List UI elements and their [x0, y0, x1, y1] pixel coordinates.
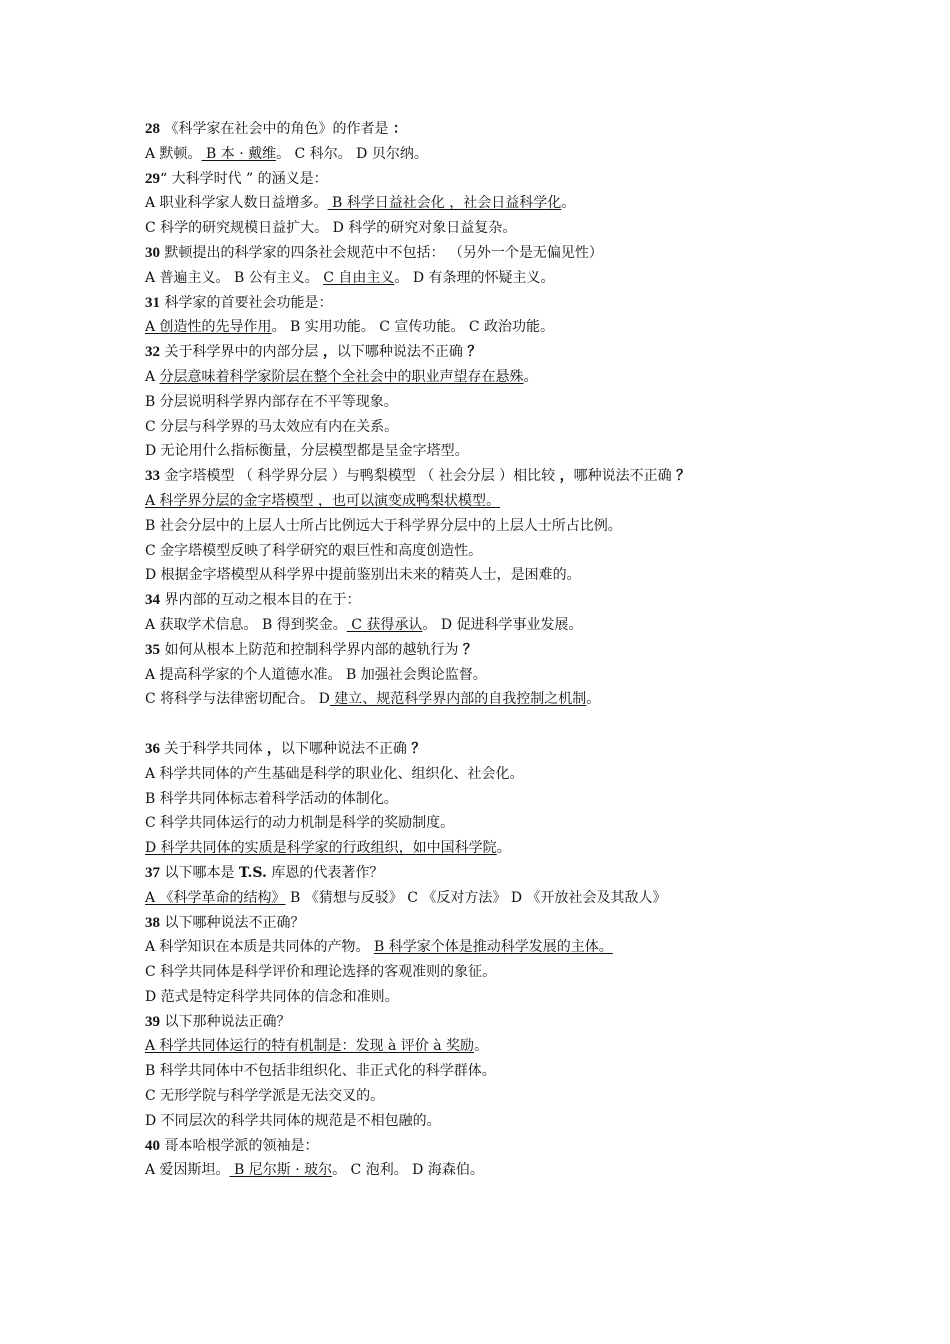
- question-32-option-d: [145, 439, 805, 464]
- question-punct: ，: [266, 740, 281, 757]
- question-punct: ：: [392, 121, 407, 137]
- question-29-options-1: [145, 191, 805, 216]
- question-text: 以下哪种说法不正确: [280, 740, 412, 757]
- correct-answer: C 获得承认: [346, 616, 423, 633]
- correct-answer: A 创造性的先导作用: [145, 319, 272, 336]
- correct-answer: 分层意味着科学家阶层在整个全社会中的职业声望存在悬殊: [159, 368, 524, 385]
- question-36-stem: [145, 737, 805, 762]
- option-text: C 科学共同体是科学评价和理论选择的客观准则的象征。: [145, 964, 497, 981]
- question-number: 40: [145, 1137, 160, 1154]
- question-punct: ？: [462, 641, 477, 658]
- option-text: 。: [496, 840, 511, 857]
- question-text: 以下哪种说法不正确？: [160, 914, 305, 931]
- option-text: 。 D 促进科学事业发展。: [422, 616, 583, 633]
- option-text: 。: [586, 691, 601, 708]
- question-number: 28: [145, 121, 160, 137]
- question-39-option-d: [145, 1109, 805, 1134]
- question-40-options: [145, 1158, 805, 1183]
- option-text: C 无形学院与科学学派是无法交叉的。: [145, 1088, 385, 1105]
- question-text: 以下哪种说法不正确: [336, 344, 468, 361]
- option-text: A 提高科学家的个人道德水准。 B 加强社会舆论监督。: [145, 666, 487, 683]
- question-punct: ，: [559, 468, 574, 485]
- question-39-option-c: [145, 1084, 805, 1109]
- question-number: 37: [145, 864, 160, 881]
- option-label: A: [145, 368, 160, 385]
- option-text: B 科学共同体中不包括非组织化、非正式化的科学群体。: [145, 1063, 496, 1080]
- option-text: A 科学共同体的产生基础是科学的职业化、组织化、社会化。: [145, 765, 524, 782]
- question-text: 金字塔模型 （ 科学界分层 ）与鸭梨模型 （ 社会分层 ）相比较: [160, 468, 560, 485]
- question-number: 35: [145, 641, 160, 658]
- question-32-stem: [145, 340, 805, 365]
- question-text: 关于科学界中的内部分层: [160, 344, 323, 361]
- question-33-option-c: [145, 539, 805, 564]
- option-text: A 默顿。: [145, 145, 202, 162]
- option-text: D 不同层次的科学共同体的规范是不相包融的。: [145, 1112, 441, 1129]
- option-text: 。: [474, 1038, 489, 1055]
- option-text: 。 B 实用功能。 C 宣传功能。 C 政治功能。: [271, 319, 554, 336]
- question-38-stem: [145, 911, 805, 936]
- question-33-option-a: [145, 489, 805, 514]
- option-text: C 金字塔模型反映了科学研究的艰巨性和高度创造性。: [145, 542, 483, 559]
- question-32-option-a: [145, 365, 805, 390]
- question-37-options: [145, 886, 805, 911]
- author-initials: T.S.: [238, 864, 267, 881]
- question-40-stem: [145, 1134, 805, 1159]
- correct-answer: C 自由主义: [323, 269, 395, 286]
- option-text: A 职业科学家人数日益增多。: [145, 195, 328, 212]
- question-number: 39: [145, 1013, 160, 1030]
- correct-answer: D 科学共同体的实质是科学家的行政组织，如中国科学院: [145, 840, 497, 857]
- option-text: 。 C 泡利。 D 海森伯。: [332, 1162, 484, 1179]
- question-33-option-d: [145, 563, 805, 588]
- question-punct: ？: [411, 740, 426, 757]
- question-36-option-a: [145, 762, 805, 787]
- question-text: “ 大科学时代 ” 的涵义是：: [160, 170, 328, 187]
- question-text: 默顿提出的科学家的四条社会规范中不包括： （另外一个是无偏见性）: [160, 244, 603, 261]
- question-text: 科学家的首要社会功能是：: [160, 294, 333, 311]
- question-37-stem: [145, 861, 805, 886]
- option-text: B 科学共同体标志着科学活动的体制化。: [145, 790, 398, 807]
- question-29-stem: [145, 167, 805, 192]
- question-38-options-1: [145, 935, 805, 960]
- option-text: B 《猜想与反驳》 C 《反对方法》 D 《开放社会及其敌人》: [285, 889, 667, 906]
- question-36-option-c: [145, 811, 805, 836]
- question-32-option-b: [145, 390, 805, 415]
- question-30-stem: [145, 241, 805, 266]
- option-text: 。: [523, 368, 538, 385]
- option-text: C 科学的研究规模日益扩大。 D 科学的研究对象日益复杂。: [145, 220, 517, 237]
- question-31-stem: [145, 291, 805, 316]
- question-text: 如何从根本上防范和控制科学界内部的越轨行为: [160, 641, 463, 658]
- question-36-option-b: [145, 787, 805, 812]
- correct-answer: 建立、规范科学界内部的自我控制之机制: [329, 691, 587, 708]
- option-text: B 社会分层中的上层人士所占比例远大于科学界分层中的上层人士所占比例。: [145, 517, 622, 534]
- question-39-option-a: [145, 1034, 805, 1059]
- correct-answer: B 科学日益社会化 ，社会日益科学化: [327, 195, 562, 212]
- question-number: 33: [145, 468, 160, 485]
- question-33-stem: [145, 464, 805, 489]
- question-punct: ，: [322, 344, 337, 361]
- question-number: 31: [145, 294, 160, 311]
- question-33-option-b: [145, 514, 805, 539]
- question-text: 关于科学共同体: [160, 740, 267, 757]
- question-text: 以下哪本是: [160, 864, 239, 881]
- option-text: C 科学共同体运行的动力机制是科学的奖励制度。: [145, 815, 455, 832]
- question-text: 哥本哈根学派的领袖是：: [160, 1137, 319, 1154]
- question-punct: ？: [467, 344, 482, 361]
- question-text: 以下那种说法正确？: [160, 1013, 291, 1030]
- option-text: C 分层与科学界的马太效应有内在关系。: [145, 418, 399, 435]
- option-text: C 将科学与法律密切配合。 D: [145, 691, 330, 708]
- option-text: D 无论用什么指标衡量，分层模型都是呈金字塔型。: [145, 443, 469, 460]
- question-32-option-c: [145, 415, 805, 440]
- question-number: 38: [145, 914, 160, 931]
- option-text: 。 C 科尔。 D 贝尔纳。: [276, 145, 428, 162]
- question-number: 32: [145, 344, 160, 361]
- option-text: D 根据金字塔模型从科学界中提前鉴别出未来的精英人士，是困难的。: [145, 567, 581, 584]
- correct-answer: B 尼尔斯 · 玻尔: [229, 1162, 333, 1179]
- question-text: 哪种说法不正确: [573, 468, 677, 485]
- question-34-stem: [145, 588, 805, 613]
- option-text: B 分层说明科学界内部存在不平等现象。: [145, 393, 398, 410]
- document-page: [145, 117, 805, 1183]
- correct-answer: B 科学家个体是推动科学发展的主体。: [374, 939, 613, 956]
- correct-answer: A 科学界分层的金字塔模型 ，也可以演变成鸭梨状模型。: [145, 492, 501, 509]
- question-36-option-d: [145, 836, 805, 861]
- question-35-options-1: [145, 663, 805, 688]
- correct-answer: B 本 · 戴维: [201, 145, 277, 162]
- question-29-options-2: [145, 216, 805, 241]
- question-28-stem: [145, 117, 805, 142]
- question-number: 36: [145, 740, 160, 757]
- option-text: A 爱因斯坦。: [145, 1162, 230, 1179]
- correct-answer: A 科学共同体运行的特有机制是：发现 à 评价 à 奖励: [145, 1038, 475, 1055]
- question-35-options-2: [145, 687, 805, 712]
- option-text: D 范式是特定科学共同体的信念和准则。: [145, 988, 399, 1005]
- option-text: A 获取学术信息。 B 得到奖金。: [145, 616, 347, 633]
- question-text: 界内部的互动之根本目的在于：: [160, 592, 361, 609]
- question-text: 《科学家在社会中的角色》的作者是: [160, 121, 393, 137]
- question-number: 29: [145, 170, 160, 187]
- question-number: 34: [145, 592, 160, 609]
- question-text: 库恩的代表著作？: [266, 864, 384, 881]
- question-28-options: [145, 142, 805, 167]
- question-39-stem: [145, 1010, 805, 1035]
- question-punct: ？: [676, 468, 691, 485]
- question-34-options: [145, 613, 805, 638]
- question-39-option-b: [145, 1059, 805, 1084]
- question-38-option-c: [145, 960, 805, 985]
- question-30-options: [145, 266, 805, 291]
- question-31-options: [145, 315, 805, 340]
- option-text: 。 D 有条理的怀疑主义。: [394, 269, 555, 286]
- option-text: A 普遍主义。 B 公有主义。: [145, 269, 324, 286]
- question-35-stem: [145, 638, 805, 663]
- question-38-option-d: [145, 985, 805, 1010]
- option-text: A 科学知识在本质是共同体的产物。: [145, 939, 375, 956]
- question-number: 30: [145, 244, 160, 261]
- blank-line: [145, 712, 805, 737]
- option-text: 。: [561, 195, 576, 212]
- correct-answer: A 《科学革命的结构》: [145, 889, 286, 906]
